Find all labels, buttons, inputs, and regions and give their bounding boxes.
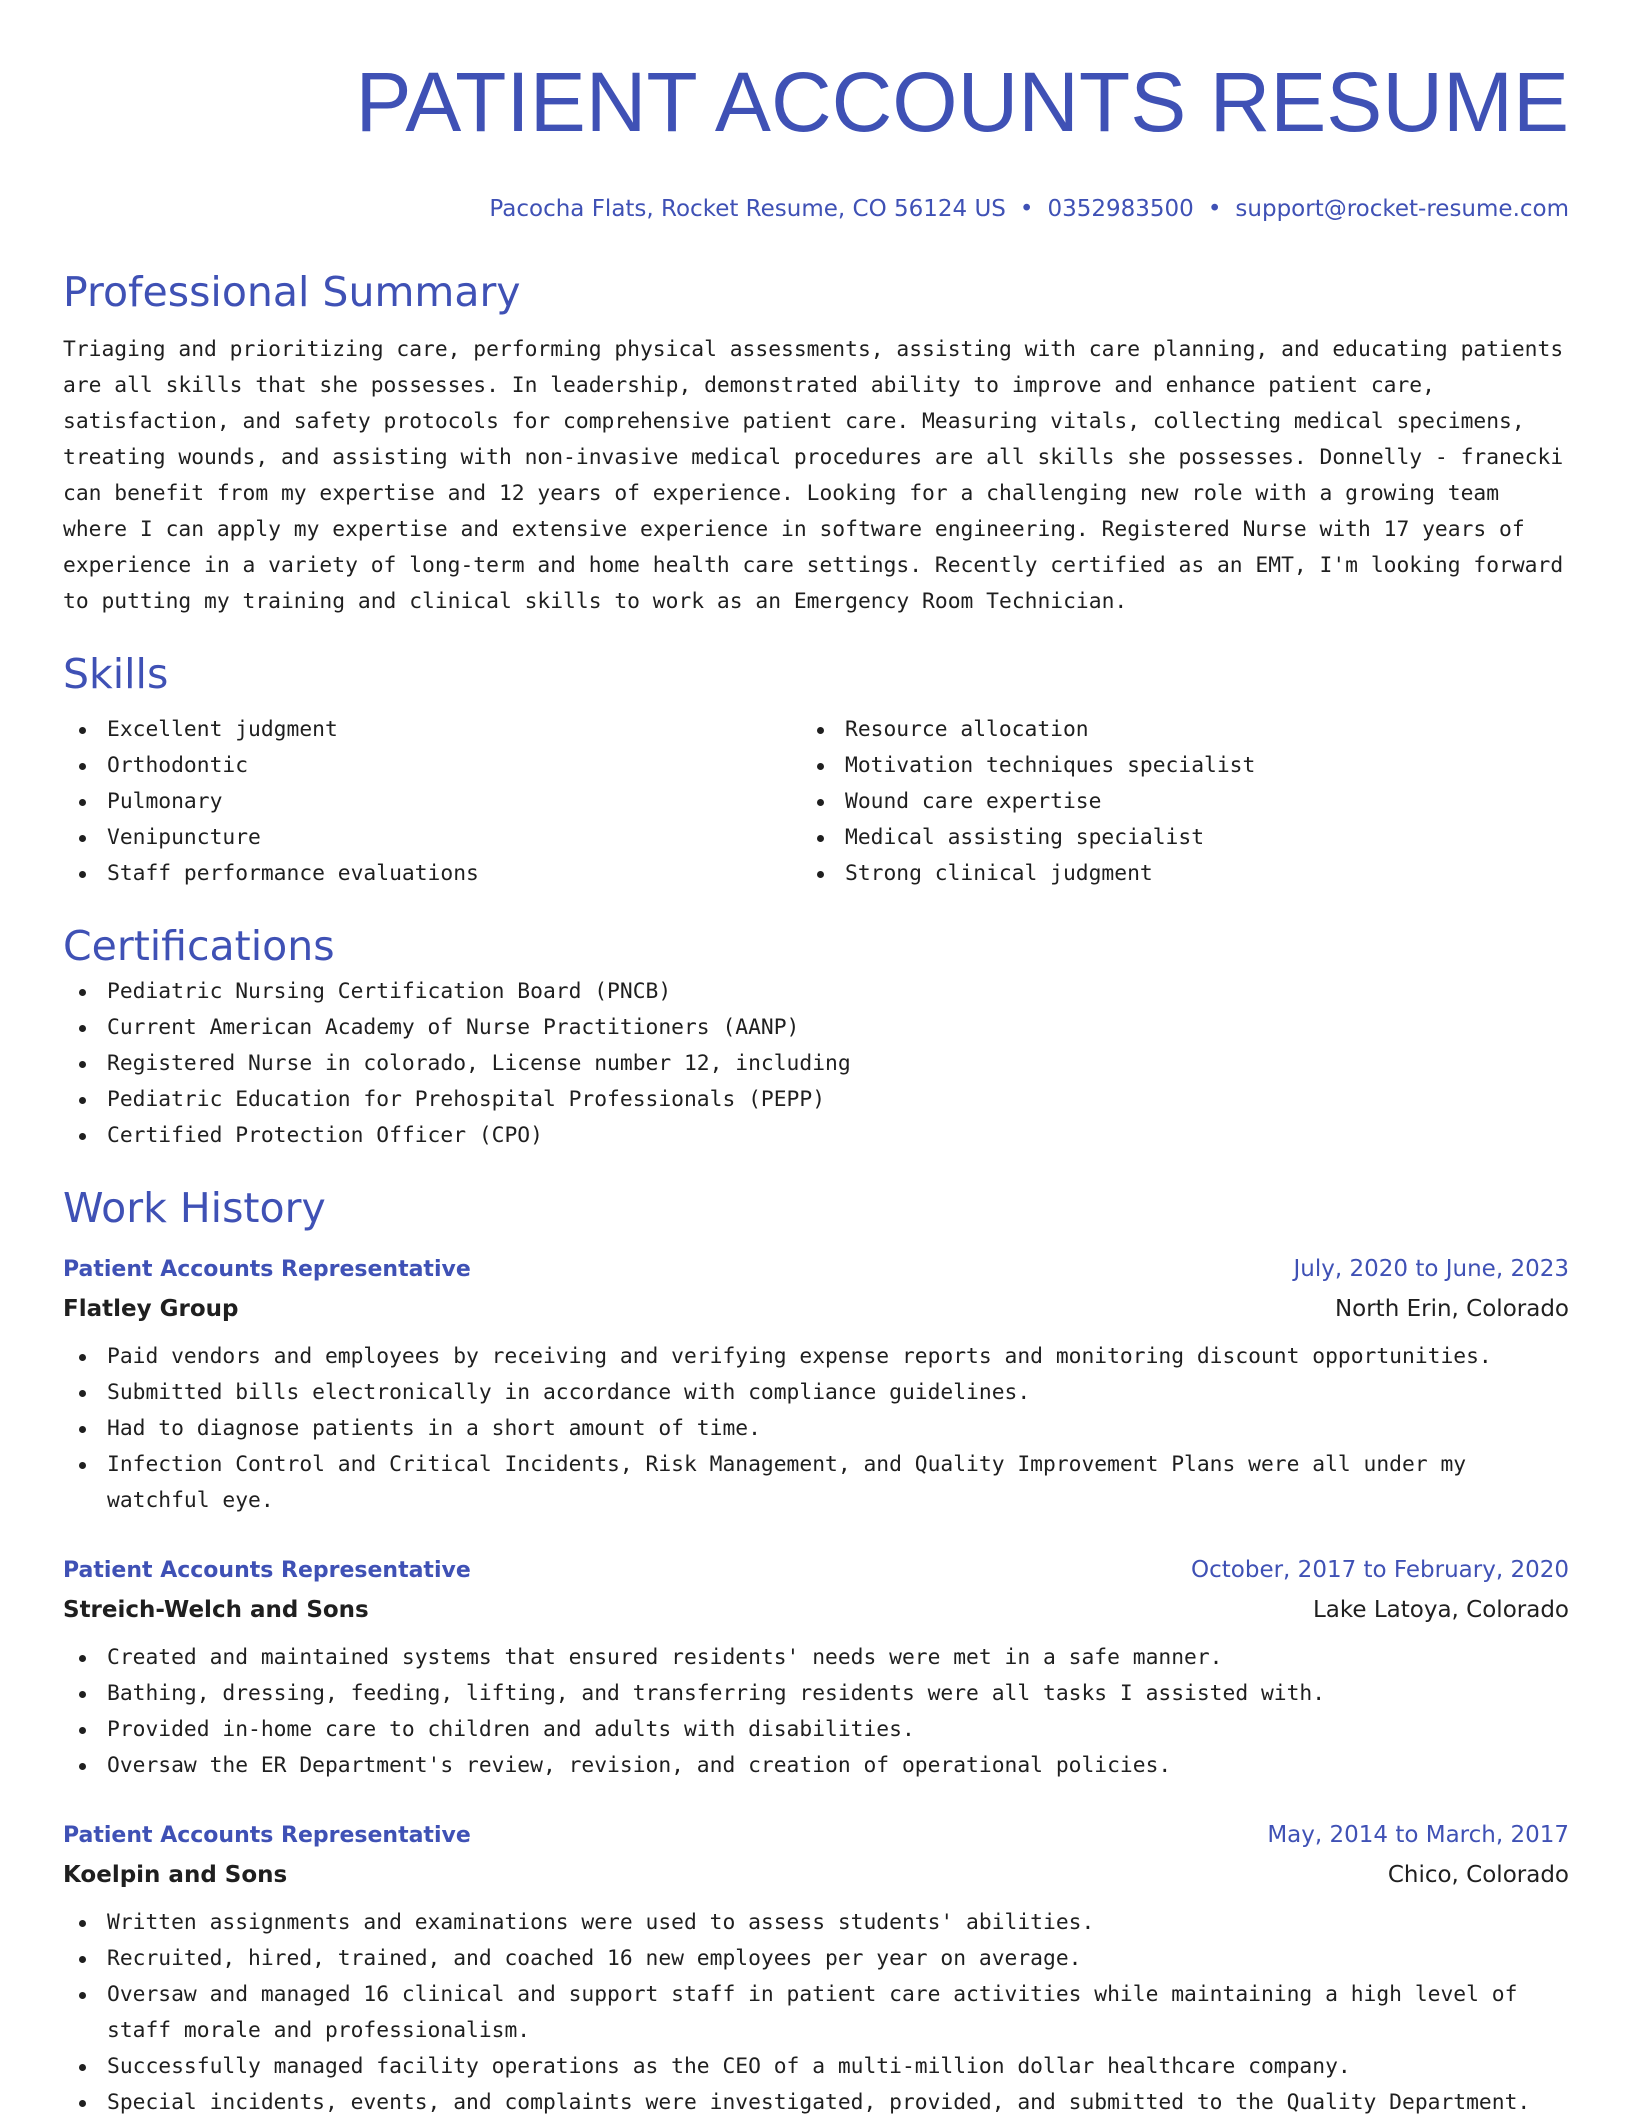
duty-item: Bathing, dressing, feeding, lifting, and transferring residents were all tasks I assisted with.	[63, 1676, 1569, 1712]
bullet-icon	[79, 2100, 86, 2107]
contact-separator: •	[1207, 196, 1222, 222]
bullet-icon	[79, 1025, 86, 1032]
skill-item: Medical assisting specialist	[801, 820, 1539, 856]
bullet-icon	[79, 799, 86, 806]
certification-item: Certified Protection Officer (CPO)	[63, 1118, 1569, 1154]
summary-heading: Professional Summary	[63, 268, 521, 316]
duty-item: Infection Control and Critical Incidents, Risk Management, and Quality Improvement Plans were all under my watchful eye.	[63, 1447, 1569, 1519]
bullet-icon	[79, 1061, 86, 1068]
duty-item: Provided in-home care to children and adults with disabilities.	[63, 1712, 1569, 1748]
skills-heading: Skills	[63, 650, 169, 698]
duty-item: Written assignments and examinations were used to assess students' abilities.	[63, 1905, 1569, 1941]
bullet-icon	[79, 1133, 86, 1140]
summary-text: Triaging and prioritizing care, performing physical assessments, assisting with care planning, and educating patients are all skills that she possesses. In leadership, demonstrated ability to improve and enhance patient care, satisfaction, and safety protocols for comprehensive patient care. Measuring vitals, collecting medical specimens, treating wounds, and assisting with non-invasive medical procedures are all skills she possesses. Donnelly - franecki can benefit from my expertise and 12 years of experience. Looking for a challenging new role with a growing team where I can apply my expertise and extensive experience in software engineering. Registered Nurse with 17 years of experience in a variety of long-term and home health care settings. Recently certified as an EMT, I'm looking forward to putting my training and clinical skills to work as an Emergency Room Technician.	[63, 337, 1564, 614]
job-title: Patient Accounts Representative	[63, 1257, 471, 1282]
job-location: Lake Latoya, Colorado	[1312, 1597, 1569, 1623]
job-title: Patient Accounts Representative	[63, 1558, 471, 1583]
work-history-heading: Work History	[63, 1184, 326, 1232]
skill-item: Motivation techniques specialist	[801, 748, 1539, 784]
job-location: North Erin, Colorado	[1334, 1296, 1569, 1322]
duty-item: Created and maintained systems that ensured residents' needs were met in a safe manner.	[63, 1640, 1569, 1676]
contact-separator: •	[1019, 196, 1034, 222]
bullet-icon	[79, 1354, 86, 1361]
skill-item: Staff performance evaluations	[63, 856, 801, 892]
certification-item: Pediatric Nursing Certification Board (PNCB)	[63, 974, 1569, 1010]
bullet-icon	[79, 2064, 86, 2071]
duty-item: Successfully managed facility operations as the CEO of a multi-million dollar healthcare company.	[63, 2049, 1569, 2085]
job-location: Chico, Colorado	[1387, 1862, 1569, 1888]
job-duties	[63, 1339, 1569, 1519]
skills-grid	[63, 712, 1569, 892]
duty-item: Paid vendors and employees by receiving and verifying expense reports and monitoring discount opportunities.	[63, 1339, 1569, 1375]
bullet-icon	[79, 1691, 86, 1698]
bullet-icon	[79, 1655, 86, 1662]
skill-item: Pulmonary	[63, 784, 801, 820]
bullet-icon	[817, 799, 824, 806]
bullet-icon	[79, 1920, 86, 1927]
skill-item: Orthodontic	[63, 748, 801, 784]
bullet-icon	[79, 1426, 86, 1433]
bullet-icon	[79, 1956, 86, 1963]
bullet-icon	[817, 727, 824, 734]
job-company: Flatley Group	[63, 1296, 239, 1322]
bullet-icon	[79, 1462, 86, 1469]
certifications-list	[63, 974, 1569, 1154]
bullet-icon	[817, 835, 824, 842]
skill-item: Wound care expertise	[801, 784, 1539, 820]
bullet-icon	[79, 763, 86, 770]
job-entry	[63, 1250, 1569, 1519]
job-title: Patient Accounts Representative	[63, 1823, 471, 1848]
duty-item: Recruited, hired, trained, and coached 16 new employees per year on average.	[63, 1941, 1569, 1977]
bullet-icon	[817, 763, 824, 770]
bullet-icon	[79, 1390, 86, 1397]
job-company: Koelpin and Sons	[63, 1862, 288, 1888]
bullet-icon	[79, 1727, 86, 1734]
bullet-icon	[79, 1763, 86, 1770]
duty-item: Oversaw and managed 16 clinical and support staff in patient care activities while maintaining a high level of staff morale and professionalism.	[63, 1977, 1569, 2049]
skills-column-left	[63, 712, 801, 892]
duty-item: Had to diagnose patients in a short amount of time.	[63, 1411, 1569, 1447]
bullet-icon	[79, 727, 86, 734]
job-dates: October, 2017 to February, 2020	[1191, 1557, 1569, 1583]
bullet-icon	[79, 1992, 86, 1999]
resume-title: PATIENT ACCOUNTS RESUME	[355, 55, 1569, 149]
certification-item: Current American Academy of Nurse Practitioners (AANP)	[63, 1010, 1569, 1046]
bullet-icon	[79, 1097, 86, 1104]
contact-phone: 0352983500	[1047, 196, 1194, 222]
bullet-icon	[79, 989, 86, 996]
skill-item: Excellent judgment	[63, 712, 801, 748]
duty-item: Oversaw the ER Department's review, revision, and creation of operational policies.	[63, 1748, 1569, 1784]
skill-item: Venipuncture	[63, 820, 801, 856]
skills-column-right	[801, 712, 1539, 892]
contact-email[interactable]: support@rocket-resume.com	[1235, 196, 1569, 222]
skill-item: Strong clinical judgment	[801, 856, 1539, 892]
job-dates: May, 2014 to March, 2017	[1267, 1822, 1569, 1848]
bullet-icon	[79, 871, 86, 878]
certifications-heading: Certifications	[63, 922, 335, 970]
contact-address: Pacocha Flats, Rocket Resume, CO 56124 US	[489, 196, 1006, 222]
skill-item: Resource allocation	[801, 712, 1539, 748]
job-duties	[63, 1905, 1569, 2121]
job-company: Streich-Welch and Sons	[63, 1597, 369, 1623]
bullet-icon	[79, 835, 86, 842]
certification-item: Pediatric Education for Prehospital Professionals (PEPP)	[63, 1082, 1569, 1118]
duty-item: Special incidents, events, and complaints were investigated, provided, and submitted to the Quality Department.	[63, 2085, 1569, 2121]
contact-line	[63, 192, 1569, 226]
bullet-icon	[817, 871, 824, 878]
job-entry	[63, 1551, 1569, 1784]
duty-item: Submitted bills electronically in accordance with compliance guidelines.	[63, 1375, 1569, 1411]
job-entry	[63, 1816, 1569, 2121]
job-duties	[63, 1640, 1569, 1784]
job-dates: July, 2020 to June, 2023	[1293, 1256, 1569, 1282]
certification-item: Registered Nurse in colorado, License number 12, including	[63, 1046, 1569, 1082]
resume-header	[63, 52, 1569, 226]
